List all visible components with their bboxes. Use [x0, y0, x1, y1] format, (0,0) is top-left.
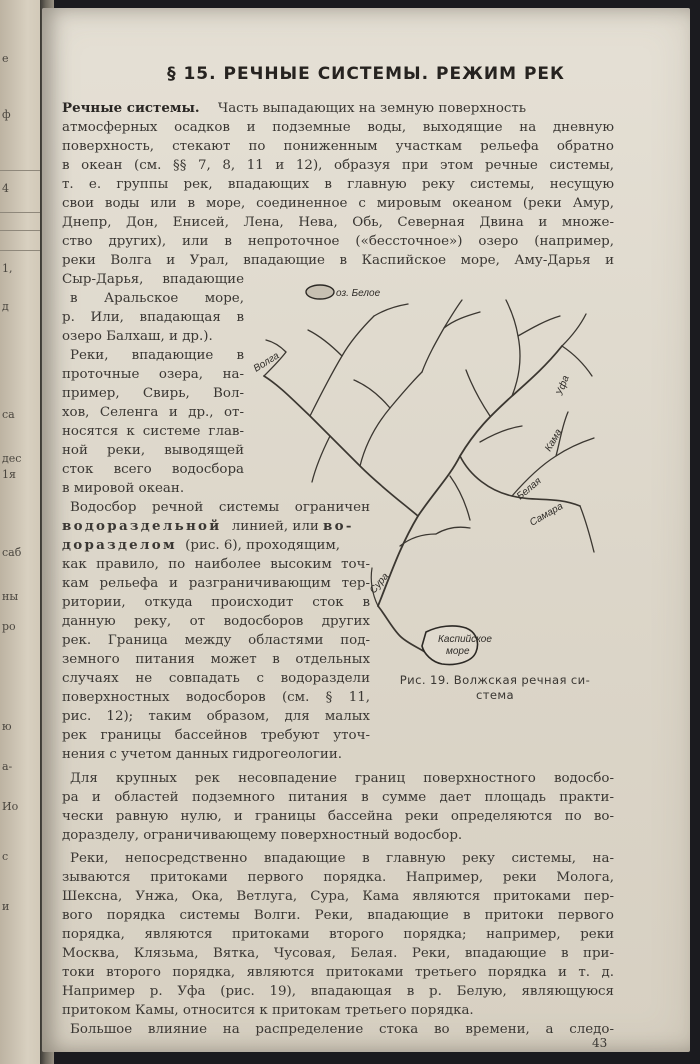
paragraph5-line: притоком Камы, относится к притокам третьего порядка.: [62, 1003, 474, 1018]
paragraph2-line: Реки, впадающие в: [70, 348, 244, 363]
river-label-kama: Кама: [543, 427, 565, 454]
paragraph3-line: случаях не совпадать с водораздели: [62, 671, 370, 686]
term-watershed-line: водораздельной: [62, 518, 222, 534]
lake-label: оз. Белое: [336, 288, 381, 299]
paragraph3-text: линией, или: [231, 519, 319, 534]
paragraph1-line: Днепр, Дон, Енисей, Лена, Нева, Обь, Северная Двина и множе-: [62, 215, 614, 230]
volga-river-system-map: [250, 276, 610, 666]
paragraph3-line: как правило, по наиболее высоким точ-: [62, 557, 370, 572]
left-page-fragment: 4: [2, 182, 9, 195]
paragraph2-line: пример, Свирь, Вол-: [62, 386, 244, 401]
page-number: 43: [592, 1036, 608, 1050]
paragraph3-line: нения с учетом данных гидрогеологии.: [62, 747, 343, 762]
paragraph3-first-line: Водосбор речной системы ограничен: [70, 500, 370, 515]
paragraph1-line: поверхность, стекают по пониженным участкам рельефа обратно: [62, 139, 614, 154]
left-page-fragment: са: [2, 408, 15, 421]
section-heading: § 15. РЕЧНЫЕ СИСТЕМЫ. РЕЖИМ РЕК: [167, 64, 565, 84]
paragraph5-line: зываются притоками первого порядка. Например, реки Молога,: [62, 870, 614, 885]
paragraph1-line: ство других), или в непроточное («бессточное») озеро (например,: [62, 234, 614, 249]
term-divide-part: во-: [323, 518, 354, 534]
paragraph1-line: в океан (см. §§ 7, 8, 11 и 12), образуя при этом речные системы,: [62, 158, 614, 173]
paragraph4-line: ра и областей подземного питания в сумме дает площадь практи-: [62, 790, 614, 805]
paragraph1-narrow-line: в Аральское море,: [70, 291, 244, 306]
left-page-fragment: ю: [2, 720, 12, 733]
paragraph1-line: атмосферных осадков и подземные воды, выходящие на дневную: [62, 120, 614, 135]
left-page-fragment: Ио: [2, 800, 19, 813]
left-page-rule: [0, 250, 40, 251]
paragraph5-line: токи второго порядка, являются притоками третьего порядка и т. д.: [62, 965, 614, 980]
paragraph2-line: хов, Селенга и др., от-: [62, 405, 244, 420]
paragraph1-line: свои воды или в море, соединенное с мировым океаном (реки Амур,: [62, 196, 614, 211]
paragraph2-line: сток всего водосбора: [62, 462, 244, 477]
paragraph3-line: данную реку, от водосборов других: [62, 614, 370, 629]
paragraph1-line: реки Волга и Урал, впадающие в Каспийское море, Аму-Дарья и: [62, 253, 614, 268]
sea-label-line2: море: [446, 646, 470, 657]
paragraph4-line: доразделу, ограничивающему поверхностный водосбор.: [62, 828, 463, 843]
paragraph1-narrow-line: озеро Балхаш, и др.).: [62, 329, 213, 344]
left-page-fragment: д: [2, 300, 9, 313]
paragraph1-lead: Речные системы.: [62, 100, 200, 116]
paragraph5-line: Москва, Клязьма, Вятка, Чусовая, Белая. Реки, впадающие в при-: [62, 946, 614, 961]
river-label-volga: Волга: [251, 350, 282, 375]
paragraph3-line: рек. Граница между областями под-: [62, 633, 370, 648]
paragraph3-line: ритории, откуда происходит сток в: [62, 595, 370, 610]
paragraph5-line: Шексна, Унжа, Ока, Ветлуга, Сура, Кама являются притоками пер-: [62, 889, 614, 904]
paragraph5-line: Например р. Уфа (рис. 19), впадающая в р. Белую, являющуюся: [62, 984, 614, 999]
paragraph2-line: носятся к системе глав-: [62, 424, 244, 439]
river-label-ufa: Уфа: [554, 374, 572, 398]
paragraph5-line: порядка, являются притоками второго порядка; например, реки: [62, 927, 614, 942]
paragraph2-line: проточные озера, на-: [62, 367, 244, 382]
paragraph4-line: чески равную нулю, и границы бассейна реки определяются по во-: [62, 809, 614, 824]
paragraph5-line: вого порядка системы Волги. Реки, впадающие в притоки первого: [62, 908, 614, 923]
paragraph3-line: земного питания может в отдельных: [62, 652, 370, 667]
left-page-fragment: е: [2, 52, 9, 65]
paragraph6-line: Большое влияние на распределение стока во времени, а следо-: [70, 1022, 614, 1037]
left-page-fragment: ро: [2, 620, 16, 633]
left-page-rule: [0, 212, 40, 213]
figure-caption: [370, 673, 620, 703]
left-page-fragment: дес: [2, 452, 22, 465]
paragraph2-line: ной реки, выводящей: [62, 443, 244, 458]
paragraph3-text: (рис. 6), проходящим,: [185, 538, 341, 553]
paragraph3-line: рек границы бассейнов требуют уточ-: [62, 728, 370, 743]
paragraph3-line: рис. 12); таким образом, для малых: [62, 709, 370, 724]
left-page-rule: [0, 170, 40, 171]
paragraph1-first-line: [62, 99, 614, 118]
paragraph1-narrow-line: р. Или, впадающая в: [62, 310, 244, 325]
figure-caption-line1: Рис. 19. Волжская речная си-: [399, 673, 591, 687]
left-page-fragment: и: [2, 900, 10, 913]
figure-caption-line2: стема: [475, 688, 515, 702]
left-page-fragment: ф: [2, 108, 11, 121]
river-label-belaya: Белая: [514, 475, 544, 503]
paragraph4-line: Для крупных рек несовпадение границ поверхностного водосбо-: [70, 771, 614, 786]
river-label-sura: Сура: [367, 571, 392, 596]
left-page-rule: [0, 230, 40, 231]
paragraph3-line: поверхностных водосборов (см. § 11,: [62, 690, 370, 705]
sea-label-line1: Каспийское: [438, 634, 492, 645]
paragraph1-narrow-line: Сыр-Дарья, впадающие: [62, 272, 244, 287]
left-page-fragment: саб: [2, 546, 22, 559]
left-page-fragment: ны: [2, 590, 19, 603]
river-label-samara: Самара: [528, 500, 566, 529]
left-page-fragment: 1я: [2, 468, 16, 481]
term-divide: доразделом: [62, 537, 177, 553]
paragraph3-line: кам рельефа и разграничивающим тер-: [62, 576, 370, 591]
left-page-fragment: 1,: [2, 262, 13, 275]
paragraph1-line: т. е. группы рек, впадающих в главную реку системы, несущую: [62, 177, 614, 192]
left-page-fragment: а-: [2, 760, 13, 773]
paragraph2-line: в мировой океан.: [62, 481, 185, 496]
paragraph5-line: Реки, непосредственно впадающие в главную реку системы, на-: [70, 851, 614, 866]
paragraph1-first-line-rest: Часть выпадающих на земную поверхность: [217, 101, 527, 116]
left-page-fragment: с: [2, 850, 9, 863]
